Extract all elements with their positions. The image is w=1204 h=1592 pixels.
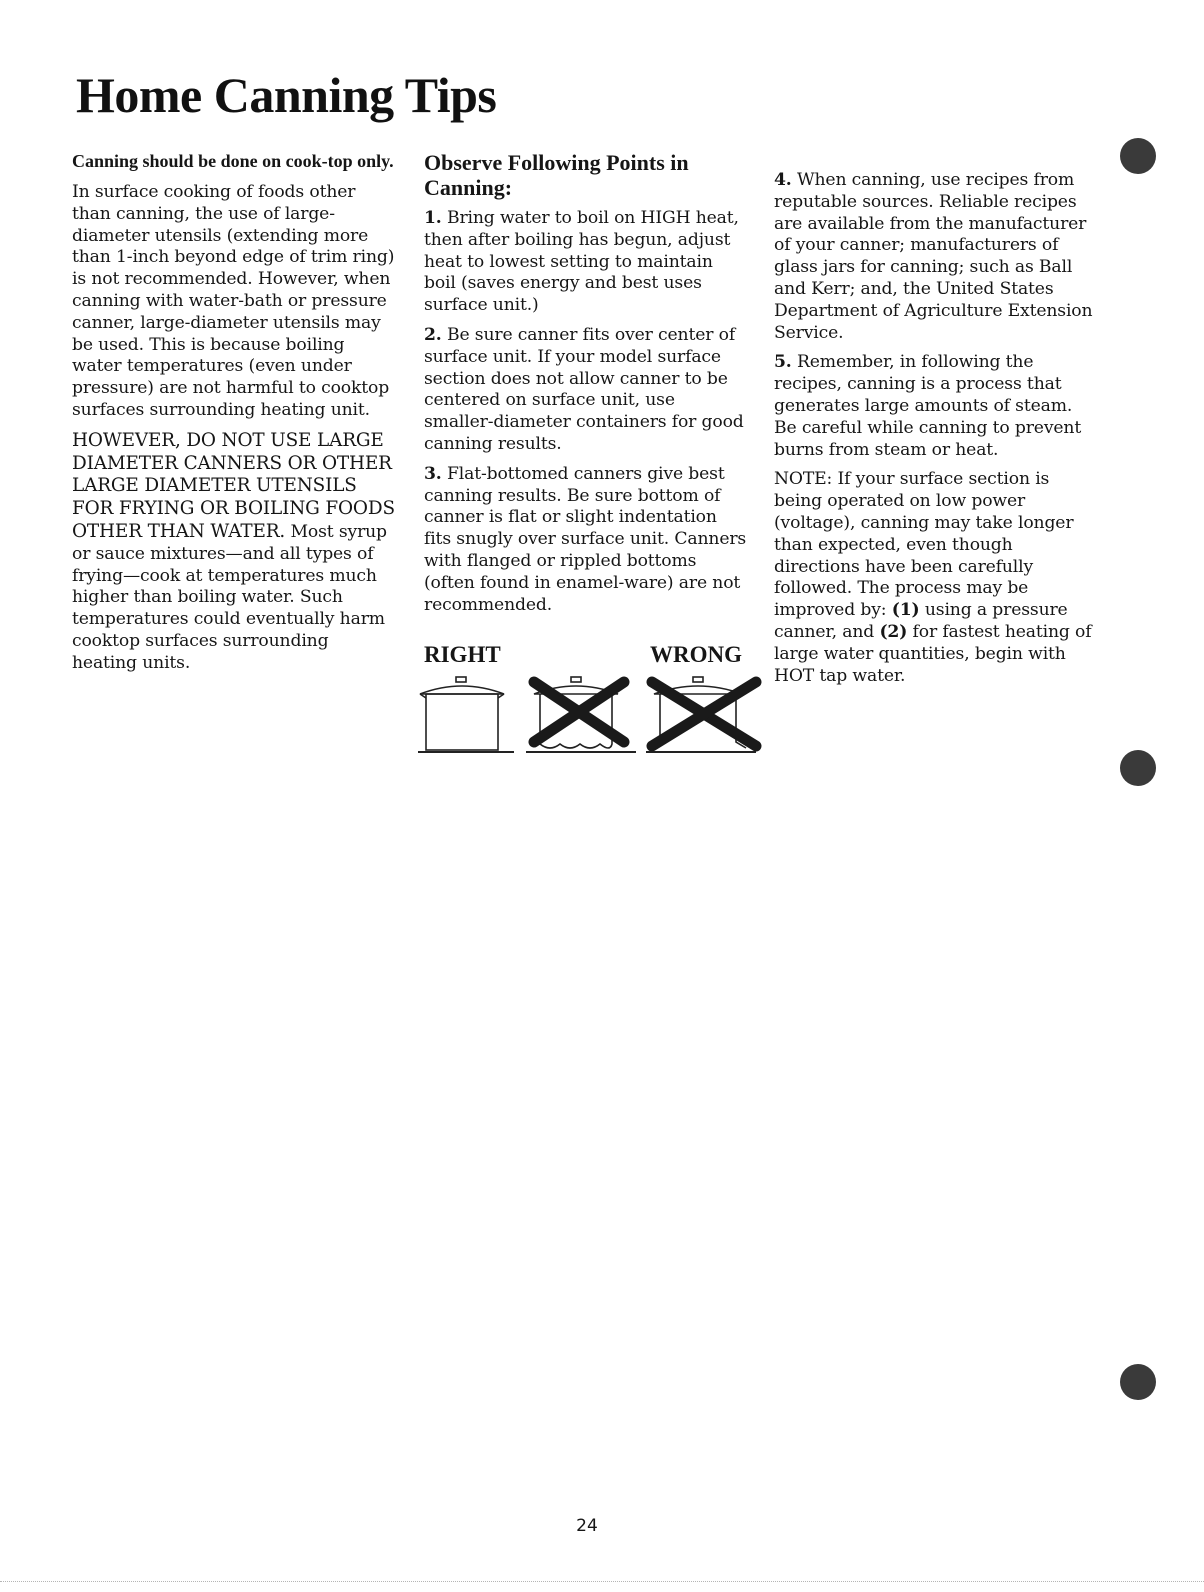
punch-hole <box>1120 138 1156 174</box>
list-item <box>774 352 1099 461</box>
item-number: 3. <box>424 463 442 484</box>
page-number: 24 <box>576 1516 598 1536</box>
canner-illustration <box>416 672 766 758</box>
warning-rest-text: Most syrup or sauce mixtures—and all types of frying—cook at temperatures much higher than boiling water. Such temperatures could eventually harm cooktop surfaces surrounding heating units. <box>72 521 387 673</box>
item-number: 5. <box>774 352 792 373</box>
note-text-b: using a pressure canner, and <box>774 600 1068 642</box>
item-text: Bring water to boil on HIGH heat, then after boiling has begun, adjust heat to lowest setting to maintain boil (saves energy and best uses surface unit.) <box>424 208 739 316</box>
paragraph-large-utensils: In surface cooking of foods other than canning, the use of large-diameter utensils (extending more than 1-inch beyond edge of trim ring) is not recommended. However, when canning with water-bath or pressure canner, large-diameter utensils may be used. This is because boiling water temperatures (even under pressure) are not harmful to cooktop surfaces surrounding heating unit. <box>72 182 395 420</box>
right-canner-icon <box>418 677 514 752</box>
column-middle <box>424 150 749 624</box>
column-left <box>72 150 397 683</box>
section-heading-cooktop: Canning should be done on cook-top only. <box>72 151 394 171</box>
item-text: When canning, use recipes from reputable sources. Reliable recipes are available from the manufacturer of your canner; manufacturers of glass jars for canning; such as Ball and Kerr; and, the United States Department of Agriculture Extension Service. <box>774 170 1093 343</box>
wrong-rippled-canner-icon <box>526 677 636 752</box>
item-number: 2. <box>424 324 442 345</box>
punch-hole <box>1120 750 1156 786</box>
list-item <box>424 325 749 456</box>
item-number: 1. <box>424 208 442 228</box>
paragraph-warning <box>72 430 397 675</box>
item-number: 4. <box>774 170 792 190</box>
note-number-1: (1) <box>891 600 920 621</box>
list-item <box>424 208 749 317</box>
label-wrong: WRONG <box>650 642 742 667</box>
bottom-divider <box>0 1581 1204 1583</box>
wrong-flanged-canner-icon <box>646 677 756 752</box>
note-text-c: for fastest heating of large water quantities, begin with HOT tap water. <box>774 621 1092 686</box>
page-title: Home Canning Tips <box>76 67 497 123</box>
punch-hole <box>1120 1364 1156 1400</box>
list-item <box>774 170 1099 344</box>
item-text: Be sure canner fits over center of surface unit. If your model surface section does not allow canner to be centered on surface unit, use smaller-diameter containers for good canning results. <box>424 324 744 454</box>
item-text: Remember, in following the recipes, canning is a process that generates large amounts of steam. Be careful while canning to prevent burns from steam or heat. <box>774 352 1082 460</box>
column-right <box>774 170 1099 695</box>
section-heading-points: Observe Following Points in Canning: <box>424 150 689 200</box>
note-text-a: NOTE: If your surface section is being operated on low power (voltage), canning may take longer than expected, even though directions have been carefully followed. The process may be improved by: <box>774 469 1074 621</box>
item-text: Flat-bottomed canners give best canning results. Be sure bottom of canner is flat or slight indentation fits snugly over surface unit. Canners with flanged or rippled bottoms (often found in enamel-ware) are not recommended. <box>424 463 747 615</box>
note-number-2: (2) <box>879 621 908 642</box>
list-item <box>424 464 749 617</box>
label-right: RIGHT <box>424 642 501 667</box>
warning-caps-text: HOWEVER, DO NOT USE LARGE DIAMETER CANNERS OR OTHER LARGE DIAMETER UTENSILS FOR FRYING OR BOILING FOODS OTHER THAN WATER. <box>72 429 395 542</box>
canner-labels <box>424 642 742 672</box>
note-paragraph <box>774 469 1099 687</box>
